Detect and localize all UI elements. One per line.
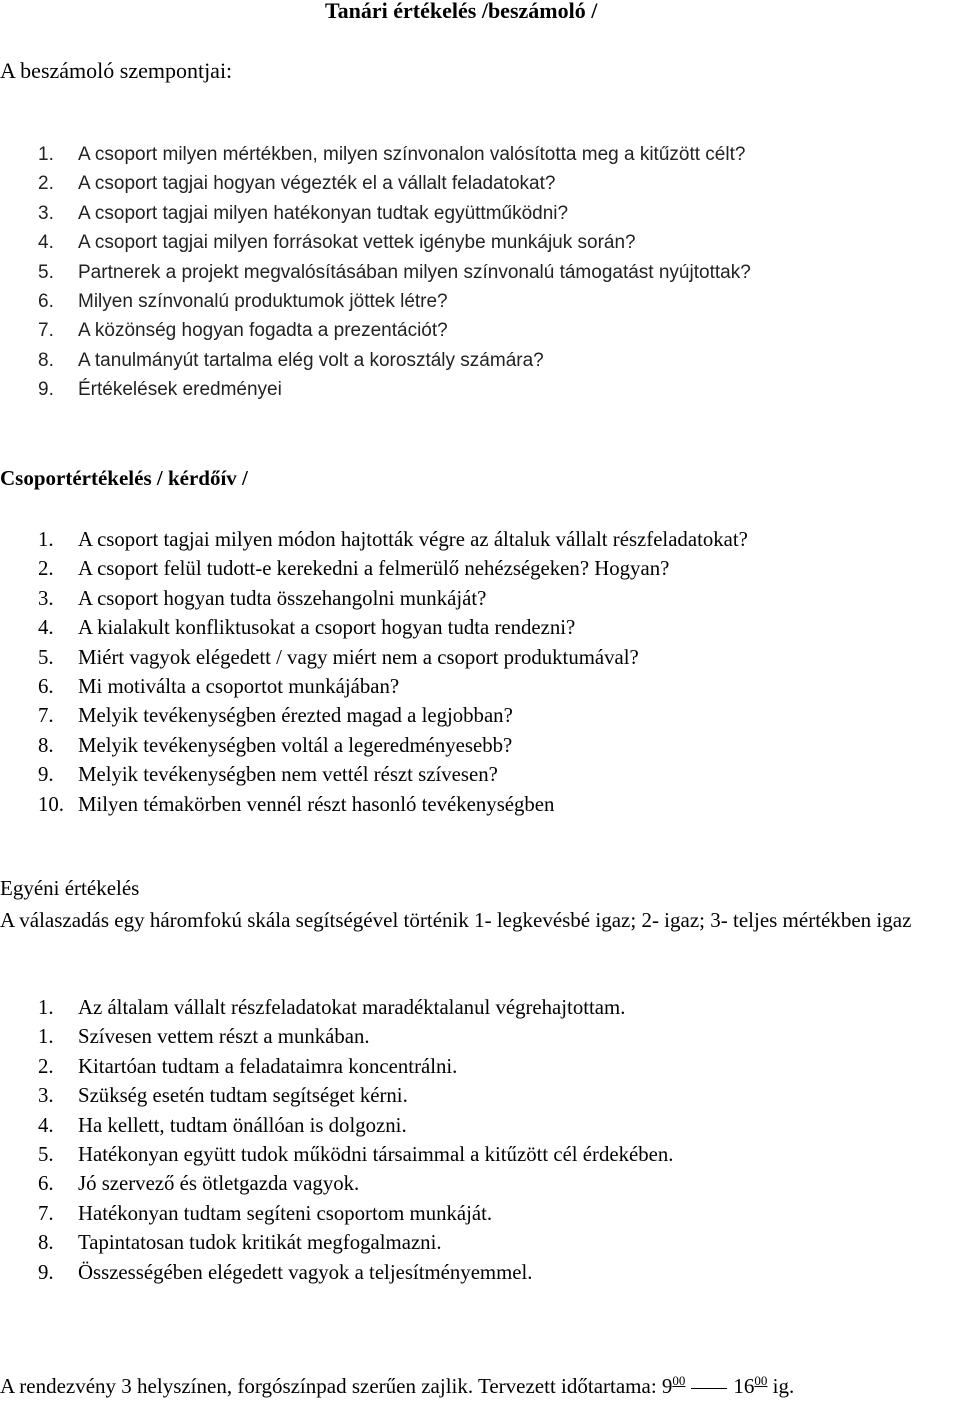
item-text: Melyik tevékenységben nem vettél részt szívesen? [78, 763, 498, 787]
start-hour: 9 [661, 1374, 673, 1398]
item-text: A csoport milyen mértékben, milyen színvonalon valósította meg a kitűzött célt? [78, 144, 746, 165]
item-text: Milyen témakörben vennél részt hasonló tevékenységben [78, 792, 555, 816]
item-number: 7. [38, 704, 54, 728]
item-text: Partnerek a projekt megvalósításában milyen színvonalú támogatást nyújtottak? [78, 261, 751, 283]
end-minute: 00 [754, 1373, 768, 1388]
item-number: 9. [38, 379, 54, 401]
item-text: Jó szervező és ötletgazda vagyok. [78, 1172, 360, 1196]
item-text: Melyik tevékenységben voltál a legeredményesebb? [78, 733, 513, 757]
item-number: 1. [38, 1025, 54, 1049]
item-number: 6. [38, 1172, 54, 1196]
item-text: Az általam vállalt részfeladatokat maradéktalanul végrehajtottam. [78, 996, 626, 1019]
item-number: 8. [38, 1231, 54, 1255]
item-number: 6. [38, 290, 54, 312]
item-number: 3. [38, 202, 54, 224]
item-number: 8. [38, 349, 54, 371]
item-number: 4. [38, 616, 54, 640]
item-text: Hatékonyan együtt tudok működni társaimmal a kitűzött cél érdekében. [78, 1142, 674, 1166]
item-number: 5. [38, 261, 54, 283]
individual-evaluation-heading: Egyéni értékelés [0, 876, 140, 900]
item-text: Hatékonyan tudtam segíteni csoportom munkáját. [78, 1201, 493, 1225]
item-text: Értékelések eredményei [78, 379, 282, 401]
item-text: A csoport hogyan tudta összehangolni munkáját? [78, 586, 487, 610]
start-minute: 00 [672, 1373, 686, 1388]
item-number: 7. [38, 320, 54, 342]
group-evaluation-heading: Csoportértékelés / kérdőív / [0, 466, 248, 490]
time-range-dash [691, 1388, 727, 1389]
item-number: 9. [38, 763, 54, 787]
item-number: 2. [38, 173, 54, 195]
item-number: 2. [38, 1054, 54, 1078]
item-text: A csoport tagjai hogyan végezték el a vállalt feladatokat? [78, 173, 556, 195]
item-number: 10. [38, 792, 64, 816]
item-text: Mi motiválta a csoportot munkájában? [78, 674, 400, 698]
intro-label: A beszámoló szempontjai: [0, 58, 233, 83]
item-text: A csoport tagjai milyen módon hajtották végre az általuk vállalt részfeladatokat? [78, 528, 748, 551]
item-text: Milyen színvonalú produktumok jöttek létre? [78, 290, 448, 312]
item-text: A csoport tagjai milyen hatékonyan tudtak együttműködni? [78, 202, 569, 224]
item-text: Kitartóan tudtam a feladataimra koncentrálni. [78, 1054, 458, 1078]
item-text: A közönség hogyan fogadta a prezentációt? [78, 320, 448, 342]
item-number: 3. [38, 586, 54, 610]
item-number: 9. [38, 1260, 54, 1284]
scale-description: A válaszadás egy háromfokú skála segítségével történik 1- legkevésbé igaz; 2- igaz; 3- teljes mértékben igaz [0, 908, 912, 932]
item-text: A tanulmányút tartalma elég volt a korosztály számára? [78, 349, 544, 371]
item-number: 1. [38, 996, 54, 1019]
item-text: Szükség esetén tudtam segítséget kérni. [78, 1084, 408, 1108]
document-title: Tanári értékelés /beszámoló / [325, 0, 598, 23]
item-text: Szívesen vettem részt a munkában. [78, 1025, 370, 1049]
item-text: Miért vagyok elégedett / vagy miért nem a csoport produktumával? [78, 645, 639, 669]
item-number: 4. [38, 1113, 54, 1137]
end-hour: 16 [733, 1374, 755, 1398]
item-number: 8. [38, 733, 54, 757]
item-number: 6. [38, 674, 54, 698]
item-number: 5. [38, 1142, 54, 1166]
item-number: 1. [38, 528, 54, 551]
item-number: 3. [38, 1084, 54, 1108]
item-text: Összességében elégedett vagyok a teljesítményemmel. [78, 1260, 533, 1284]
item-text: A csoport tagjai milyen forrásokat vettek igénybe munkájuk során? [78, 232, 636, 254]
item-text: Tapintatosan tudok kritikát megfogalmazni. [78, 1231, 442, 1255]
item-number: 4. [38, 232, 54, 254]
item-number: 2. [38, 557, 54, 581]
item-text: Ha kellett, tudtam önállóan is dolgozni. [78, 1113, 407, 1137]
item-number: 5. [38, 645, 54, 669]
footer-note [0, 1373, 794, 1399]
footer-text: A rendezvény 3 helyszínen, forgószínpad szerűen zajlik. Tervezett időtartama: [0, 1374, 657, 1398]
item-number: 7. [38, 1201, 54, 1225]
footer-suffix: ig. [772, 1374, 795, 1398]
item-number: 1. [38, 144, 54, 165]
item-text: Melyik tevékenységben érezted magad a legjobban? [78, 704, 513, 728]
item-text: A csoport felül tudott-e kerekedni a felmerülő nehézségeken? Hogyan? [78, 557, 670, 581]
item-text: A kialakult konfliktusokat a csoport hogyan tudta rendezni? [78, 616, 576, 640]
